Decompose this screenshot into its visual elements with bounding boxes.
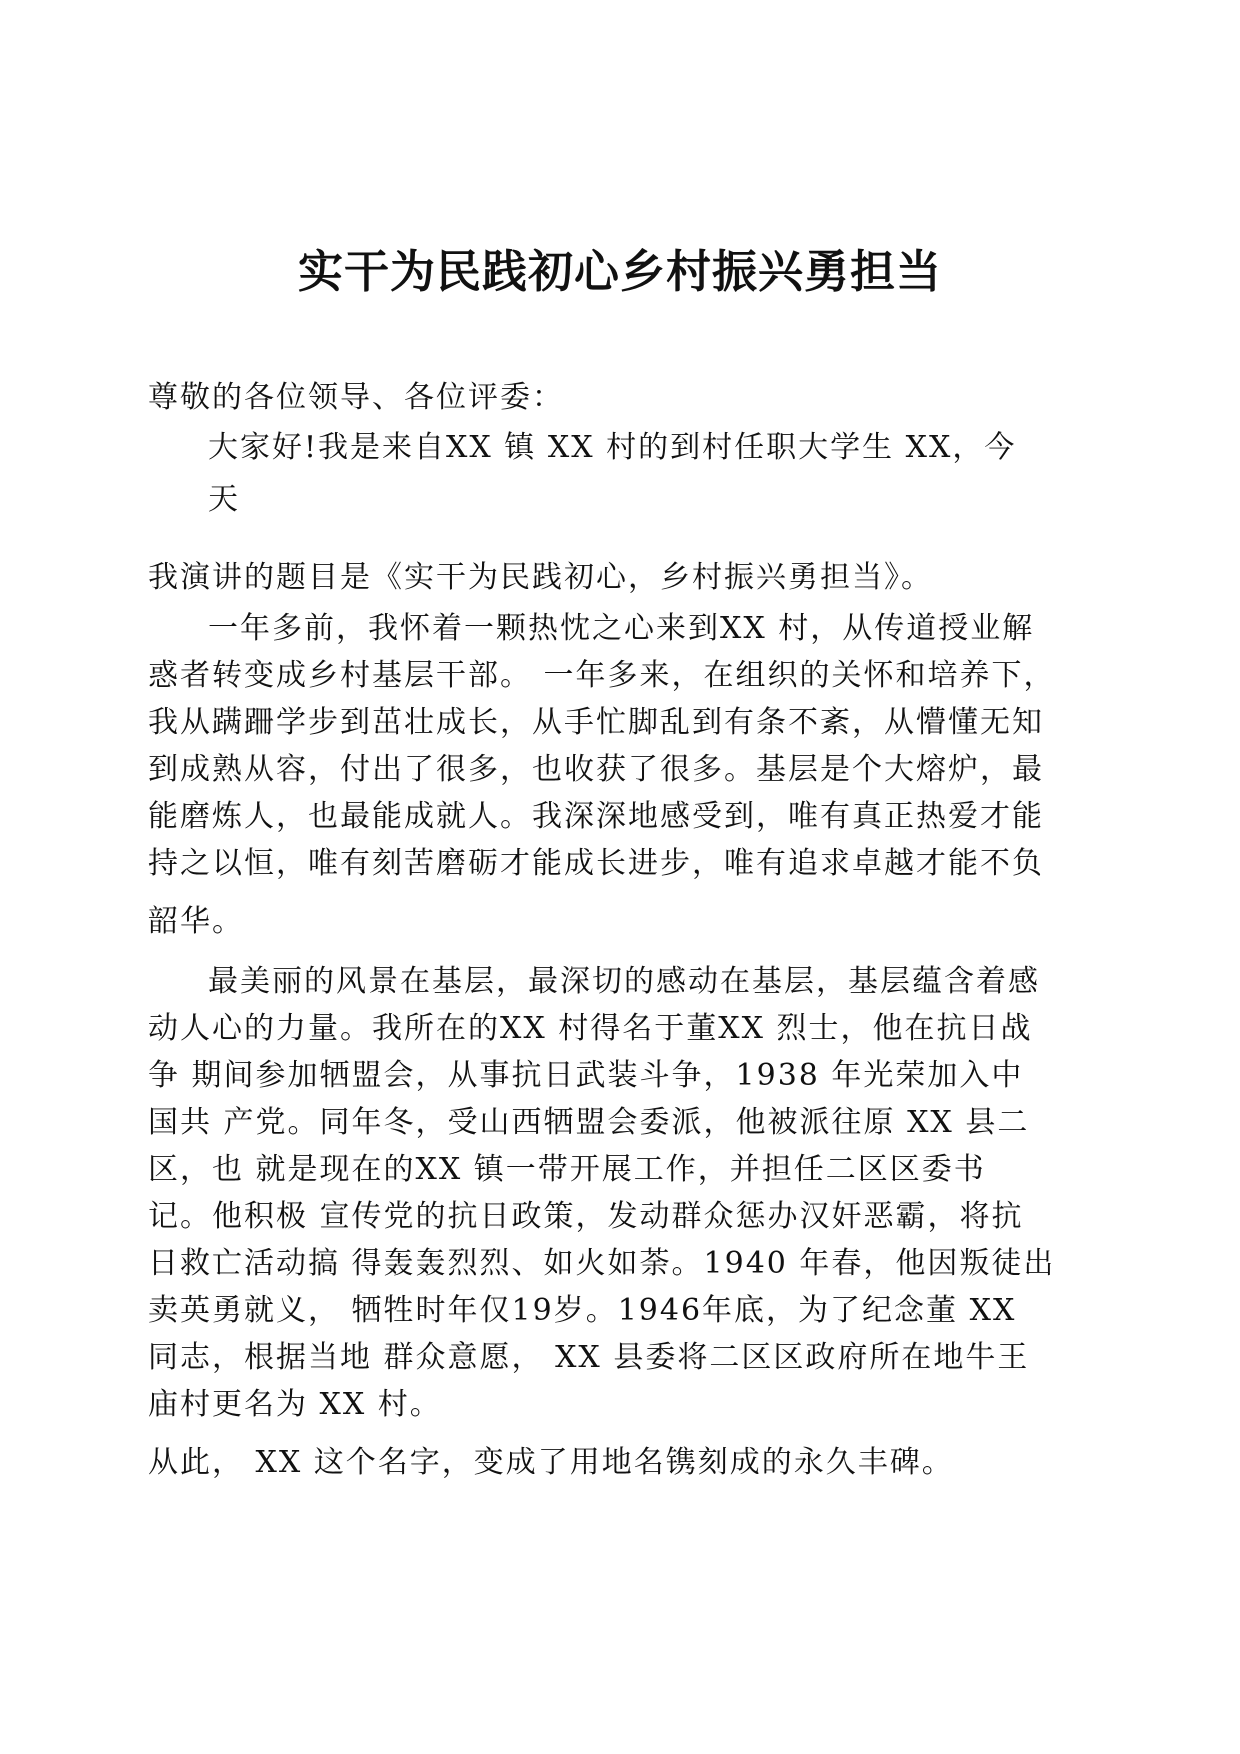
salutation: 尊敬的各位领导、各位评委： (148, 380, 564, 415)
paragraph-line: 记。他积极 宣传党的抗日政策，发动群众惩办汉奸恶霸，将抗 (148, 1199, 1024, 1234)
paragraph-line: 我演讲的题目是《实干为民践初心，乡村振兴勇担当》。 (148, 560, 933, 595)
paragraph-line: 卖英勇就义， 牺牲时年仅19岁。1946年底，为了纪念董 XX (148, 1293, 1017, 1328)
paragraph-line: 我从蹒跚学步到茁壮成长，从手忙脚乱到有条不紊，从懵懂无知 (148, 705, 1044, 740)
paragraph-line: 到成熟从容，付出了很多，也收获了很多。基层是个大熔炉，最 (148, 752, 1044, 787)
paragraph-line: 大家好!我是来自XX 镇 XX 村的到村任职大学生 XX，今 (208, 430, 1017, 465)
paragraph-line: 动人心的力量。我所在的XX 村得名于董XX 烈士，他在抗日战 (148, 1011, 1033, 1046)
paragraph-line: 从此， XX 这个名字，变成了用地名镌刻成的永久丰碑。 (148, 1445, 954, 1480)
paragraph-line: 日救亡活动搞 得轰轰烈烈、如火如荼。1940 年春，他因叛徒出 (148, 1246, 1056, 1281)
paragraph-line: 区，也 就是现在的XX 镇一带开展工作，并担任二区区委书 (148, 1152, 986, 1187)
paragraph-line: 庙村更名为 XX 村。 (148, 1387, 442, 1422)
paragraph-line: 最美丽的风景在基层，最深切的感动在基层，基层蕴含着感 (208, 964, 1040, 999)
paragraph-line: 国共 产党。同年冬，受山西牺盟会委派，他被派往原 XX 县二 (148, 1105, 1030, 1140)
document-title: 实干为民践初心乡村振兴勇担当 (297, 245, 942, 298)
paragraph-line: 一年多前，我怀着一颗热忱之心来到XX 村，从传道授业解 (208, 611, 1035, 646)
paragraph-line: 天 (208, 482, 240, 517)
paragraph-line: 能磨炼人，也最能成就人。我深深地感受到，唯有真正热爱才能 (148, 799, 1044, 834)
paragraph-line: 惑者转变成乡村基层干部。 一年多来，在组织的关怀和培养下， (148, 658, 1056, 693)
paragraph-line: 争 期间参加牺盟会，从事抗日武装斗争，1938 年光荣加入中 (148, 1058, 1024, 1093)
paragraph-line: 同志，根据当地 群众意愿， XX 县委将二区区政府所在地牛王 (148, 1340, 1030, 1375)
paragraph-line: 持之以恒，唯有刻苦磨砺才能成长进步，唯有追求卓越才能不负 (148, 846, 1044, 881)
paragraph-line: 韶华。 (148, 904, 244, 939)
